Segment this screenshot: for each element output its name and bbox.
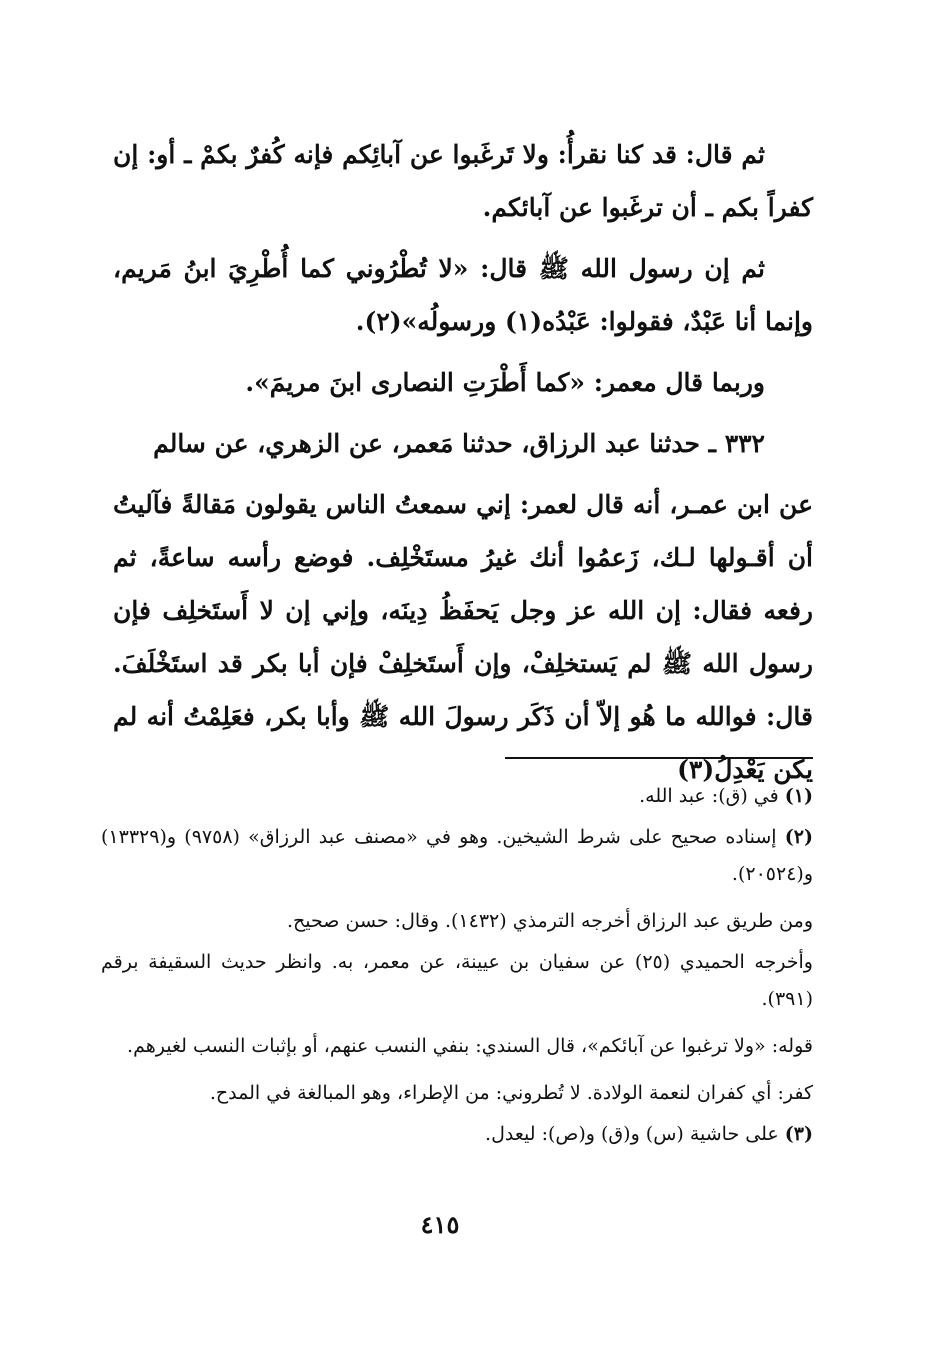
- footnote-text: قوله: «ولا ترغبوا عن آبائكم»، قال السندي: بنفي النسب عنهم، أو بإثبات النسب لغيرهم.: [127, 1035, 813, 1057]
- footnote-2-continued-b: [101, 944, 813, 1018]
- footnote-2-continued-c: [101, 1028, 813, 1065]
- footnote-3: [101, 1116, 813, 1153]
- footnote-number: (٢): [784, 826, 814, 848]
- footnote-number: (١): [784, 785, 813, 807]
- footnote-divider: [505, 757, 813, 759]
- footnote-text: ومن طريق عبد الرزاق أخرجه الترمذي (١٤٣٢). وقال: حسن صحيح.: [287, 910, 813, 932]
- hadith-heading: ٣٣٢ ـ حدثنا عبد الرزاق، حدثنا مَعمر، عن الزهري، عن سالم: [153, 429, 765, 458]
- footnote-text: إسناده صحيح على شرط الشيخين. وهو في «مصنف عبد الرزاق» (٩٧٥٨) و(١٣٣٢٩) و(٢٠٥٢٤).: [101, 826, 813, 885]
- footnote-number: (٣): [784, 1123, 813, 1145]
- footnote-2-continued-a: [101, 903, 813, 940]
- footnote-text: في (ق): عبد الله.: [639, 785, 779, 807]
- footnote-2: [101, 819, 813, 893]
- footnote-2-continued-d: [101, 1075, 813, 1112]
- footnotes: [101, 778, 813, 1157]
- paragraph-5: عن ابن عمـر، أنه قال لعمر: إني سمعتُ الناس يقولون مَقالةً فآليتُ أن أقـولها لـك، زَعمُوا أنك غيرُ مستَخْلِف. فوضع رأسه ساعةً، ثم رفعه فقال: إن الله عز وجل يَحفَظُ دِينَه، وإني إن لا أَستَخلِف فإن رسول الله ﷺ لم يَستخلِفْ، وإن أَستَخلِفْ فإن أبا بكر قد استَخْلَفَ. قال: فوالله ما هُو إلاّ أن ذَكَر رسولَ الله ﷺ وأبا بكر، فعَلِمْتُ أنه لم يكن يَعْدِلُ(٣): [113, 490, 813, 784]
- main-text: [113, 128, 813, 806]
- paragraph-2: ثم إن رسول الله ﷺ قال: «لا تُطْرُوني كما أُطْرِيَ ابنُ مَريم، وإنما أنا عَبْدٌ، فقولوا: عَبْدُه(١) ورسولُه»(٢).: [113, 254, 813, 336]
- footnote-1: [101, 778, 813, 815]
- footnote-text: كفر: أي كفران لنعمة الولادة. لا تُطروني: من الإطراء، وهو المبالغة في المدح.: [209, 1082, 813, 1104]
- footnote-text: على حاشية (س) و(ق) و(ص): ليعدل.: [485, 1123, 779, 1145]
- paragraph-1: ثم قال: قد كنا نقرأُ: ولا تَرغَبوا عن آبائِكم فإنه كُفرٌ بكمْ ـ أو: إن كفراً بكم ـ أن ترغَبوا عن آبائكم.: [113, 140, 813, 222]
- footnote-text: وأخرجه الحميدي (٢٥) عن سفيان بن عيينة، عن معمر، به. وانظر حديث السقيفة برقم (٣٩١).: [101, 951, 813, 1010]
- paragraph-3: وربما قال معمر: «كما أَطْرَتِ النصارى ابنَ مريمَ».: [245, 368, 765, 397]
- page-number: ٤١٥: [420, 1210, 460, 1239]
